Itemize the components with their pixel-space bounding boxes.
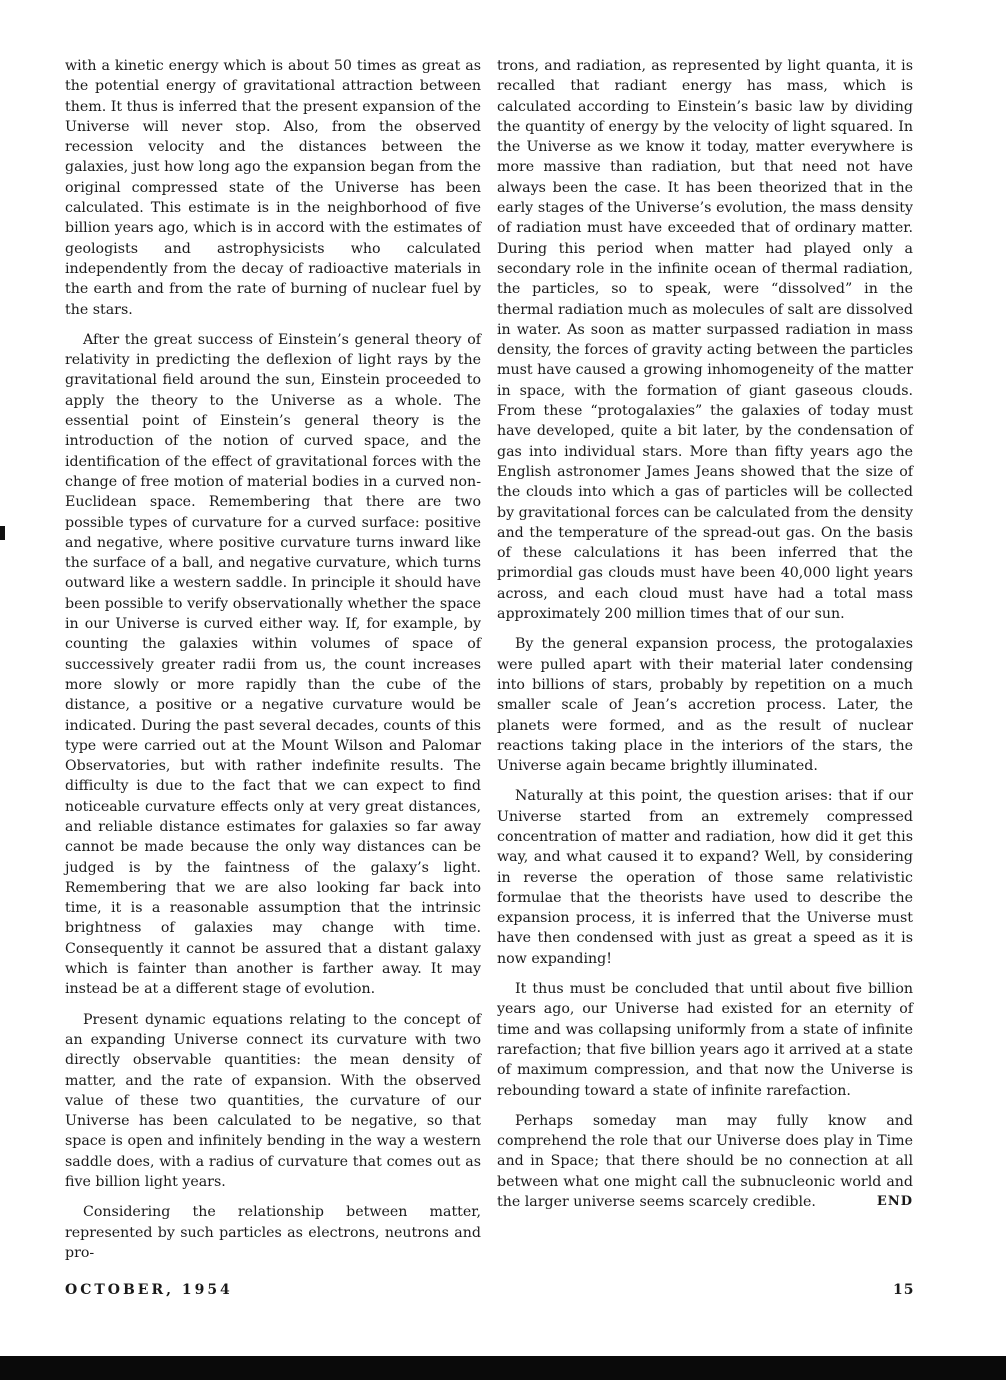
paragraph: Present dynamic equations relating to the concept of an expanding Universe connect its curvature with two directly observable quantities: the mean density of matter, and the rate of expansion. With the observed value of these two quantities, the curvature of our Universe has been calculated to be negative, so that space is open and infinitely bending in the way a western saddle does, with a radius of curvature that comes out as five billion light years. bbox=[65, 1011, 481, 1191]
paragraph: Naturally at this point, the question arises: that if our Universe started from an extremely compressed concentration of matter and radiation, how did it get this way, and what caused it to expand? Well, by considering in reverse the operation of those same relativistic formulae that the theorists have used to describe the expansion process, it is inferred that the Universe must have then condensed with just as great a speed as it is now expanding! bbox=[497, 788, 913, 967]
margin-mark bbox=[0, 526, 5, 540]
paragraph: Considering the relationship between matter, represented by such particles as electrons, neutrons and pro- bbox=[65, 1204, 481, 1261]
page-number: 15 bbox=[893, 1282, 915, 1298]
scan-border bbox=[0, 1356, 1006, 1380]
footer-date: OCTOBER, 1954 bbox=[65, 1282, 233, 1298]
final-paragraph-text: Perhaps someday man may fully know and comprehend the role that our Universe does play in Time and in Space; that there should be no connection at all between what one might call the subnucleonic world and the larger universe seems scarcely credible. bbox=[497, 1112, 913, 1211]
right-text-column bbox=[497, 56, 913, 1222]
paragraph: It thus must be concluded that until about five billion years ago, our Universe had existed for an eternity of time and was collapsing uniformly from a state of infinite rarefaction; that five billion years ago it arrived at a state of maximum compression, and that now the Universe is rebounding toward a state of infinite rarefaction. bbox=[497, 981, 913, 1099]
final-paragraph bbox=[497, 1111, 913, 1212]
paragraph: After the great success of Einstein’s general theory of relativity in predicting the deflexion of light rays by the gravitational field around the sun, Einstein proceeded to apply the theory to the Universe as a whole. The essential point of Einstein’s general theory is the introduction of the notion of curved space, and the identification of the effect of gravitational forces with the change of free motion of material bodies in a curved non-Euclidean space. Remembering that there are two possible types of curvature for a curved surface: positive and negative, where positive curvature turns inward like the surface of a ball, and negative curvature, which turns outward like a western saddle. In principle it should have been possible to verify observationally whether the space in our Universe is curved either way. If, for example, by counting the galaxies within volumes of space of successively greater radii from us, the count increases more slowly or more rapidly than the cube of the distance, a positive or a negative curvature would be indicated. During the past several decades, counts of this type were carried out at the Mount Wilson and Palomar Observatories, but with rather indefinite results. The difficulty is due to the fact that we can expect to find noticeable curvature effects only at very great distances, and reliable distance estimates for galaxies so far away cannot be made because the only way distances can be judged is by the faintness of the galaxy’s light. Remembering that we are also looking far back into time, it is a reasonable assumption that the intrinsic brightness of galaxies may change with time. Consequently it cannot be assured that a distant galaxy which is fainter than another is farther away. It may instead be at a different stage of evolution. bbox=[65, 331, 481, 998]
paragraph: with a kinetic energy which is about 50 times as great as the potential energy of gravitational attraction between them. It thus is inferred that the present expansion of the Universe will never stop. Also, from the observed recession velocity and the distances between the galaxies, just how long ago the expansion began from the original compressed state of the Universe has been calculated. This estimate is in the neighborhood of five billion years ago, which is in accord with the estimates of geologists and astrophysicists who calculated independently from the decay of radioactive materials in the earth and from the rate of burning of nuclear fuel by the stars. bbox=[65, 58, 481, 318]
left-text-column bbox=[65, 56, 481, 1273]
end-mark: END bbox=[876, 1194, 913, 1210]
paragraph: By the general expansion process, the protogalaxies were pulled apart with their material later condensing into billions of stars, probably by repetition on a much smaller scale of Jean’s accretion process. Later, the planets were formed, and as the result of nuclear reactions taking place in the interiors of the stars, the Universe again became brightly illuminated. bbox=[497, 636, 913, 775]
paragraph: trons, and radiation, as represented by light quanta, it is recalled that radiant energy has mass, which is calculated according to Einstein’s basic law by dividing the quantity of energy by the velocity of light squared. In the Universe as we know it today, matter everywhere is more massive than radiation, but that need not have always been the case. It has been theorized that in the early stages of the Universe’s evolution, the mass density of radiation must have exceeded that of ordinary matter. During this period when matter had played only a secondary role in the infinite ocean of thermal radiation, the particles, so to speak, were “dissolved” in the thermal radiation much as molecules of salt are dissolved in water. As soon as matter surpassed radiation in mass density, the forces of gravity acting between the particles must have caused a growing inhomogeneity of the matter in space, with the formation of giant gaseous clouds. From these “protogalaxies” the galaxies of today must have developed, quite a bit later, by the condensation of gas into individual stars. More than fifty years ago the English astronomer James Jeans showed that the size of the clouds into which a gas of particles will be collected by gravitational forces can be calculated from the density and the temperature of the spread-out gas. On the basis of these calculations it has been inferred that the primordial gas clouds must have been 40,000 light years across, and each cloud must have had a total mass approximately 200 million times that of our sun. bbox=[497, 58, 913, 623]
